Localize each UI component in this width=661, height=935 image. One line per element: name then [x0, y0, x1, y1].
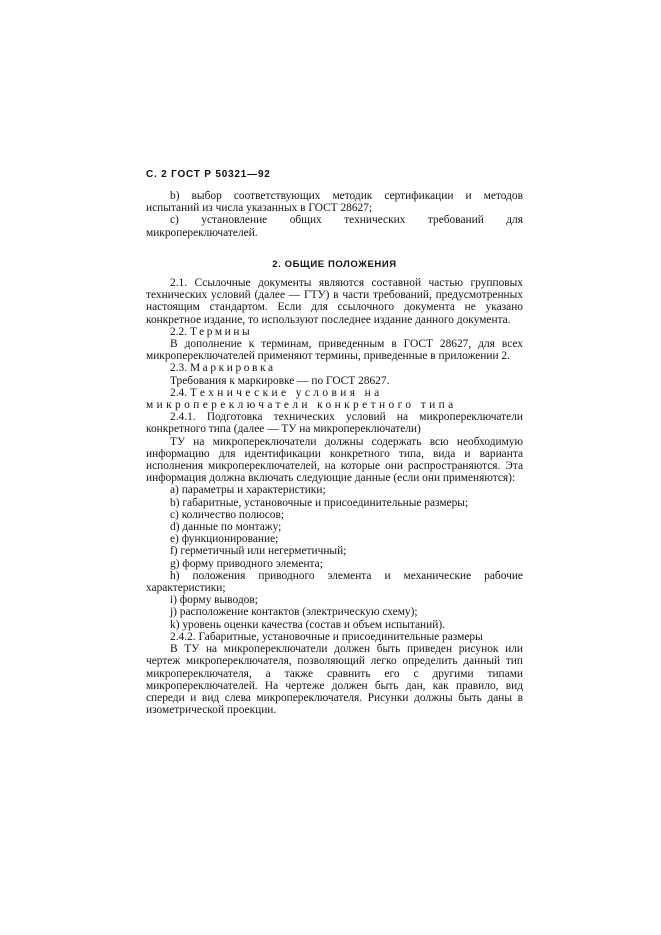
- paragraph-2-4-1: 2.4.1. Подготовка технических условий на микропереключатели конкретного типа (далее — ТУ на микропереключатели): [146, 411, 523, 436]
- paragraph-2-4-title: Технические условия на микропереключатели конкретного типа: [146, 386, 457, 412]
- list-item-g: g) форму приводного элемента;: [170, 557, 323, 570]
- paragraph-2-4-heading: [146, 387, 523, 411]
- list-item-j: j) расположение контактов (электрическую схему);: [170, 606, 418, 619]
- paragraph-2-1: 2.1. Ссылочные документы являются составной частью групповых технических условий (далее — ГТУ) в части требований, предусмотренных настоящим стандартом. Если для ссылочного документа не указано конкретное издание, то используют последнее издание данного документа.: [146, 277, 523, 326]
- paragraph-2-2-text: В дополнение к терминам, приведенным в ГОСТ 28627, для всех микропереключателей применяют термины, приведенные в приложении 2.: [146, 338, 523, 363]
- list-item-c: c) количество полюсов;: [170, 508, 285, 521]
- list-item-i: i) форму выводов;: [170, 594, 258, 607]
- intro-item-c: c) установление общих технических требований для микропереключателей.: [146, 214, 523, 239]
- paragraph-2-3-number: 2.3.: [170, 362, 188, 375]
- list-item-f: f) герметичный или негерметичный;: [170, 545, 347, 558]
- section-body: [146, 277, 523, 716]
- paragraph-2-3-heading: [146, 362, 523, 374]
- paragraph-2-3-text: Требования к маркировке — по ГОСТ 28627.: [170, 374, 390, 387]
- section-title: 2. ОБЩИЕ ПОЛОЖЕНИЯ: [272, 259, 397, 270]
- paragraph-2-2-number: 2.2.: [170, 325, 188, 338]
- page-header: С. 2 ГОСТ Р 50321—92: [146, 169, 271, 180]
- paragraph-2-3-title: Маркировка: [189, 362, 276, 375]
- paragraph-2-4-number: 2.4.: [170, 386, 188, 399]
- paragraph-2-4-1-text: ТУ на микропереключатели должны содержать всю необходимую информацию для идентификации конкретного типа, вида и варианта исполнения микропереключателей, на которые они распространяются. Эта информация должна включать следующие данные (если они применяются):: [146, 435, 523, 485]
- list-item-b: b) габаритные, установочные и присоединительные размеры;: [170, 496, 469, 509]
- list-item-d: d) данные по монтажу;: [170, 521, 282, 534]
- paragraph-2-2-title: Термины: [189, 325, 253, 338]
- paragraph-2-4-2-text: В ТУ на микропереключатели должен быть приведен рисунок или чертеж микропереключателя, позволяющий легко определить данный тип микропереключателя, а также сравнить его с другими типами микропереключателей. На чертеже должен быть дан, как правило, вид спереди и вид слева микропереключателя. Рисунки должны быть даны в изометрической проекции.: [146, 643, 523, 717]
- list-item-h: h) положения приводного элемента и механические рабочие характеристики;: [146, 569, 523, 595]
- intro-block: [146, 190, 523, 239]
- list-item-k: k) уровень оценки качества (состав и объем испытаний).: [170, 618, 445, 631]
- paragraph-2-4-2: 2.4.2. Габаритные, установочные и присоединительные размеры: [170, 630, 483, 643]
- paragraph-2-2-heading: [146, 326, 523, 338]
- list-item-e: e) функционирование;: [170, 533, 279, 546]
- list-item-a: a) параметры и характеристики;: [170, 484, 326, 497]
- intro-item-b: b) выбор соответствующих методик сертификации и методов испытаний из числа указанных в ГОСТ 28627;: [146, 190, 523, 215]
